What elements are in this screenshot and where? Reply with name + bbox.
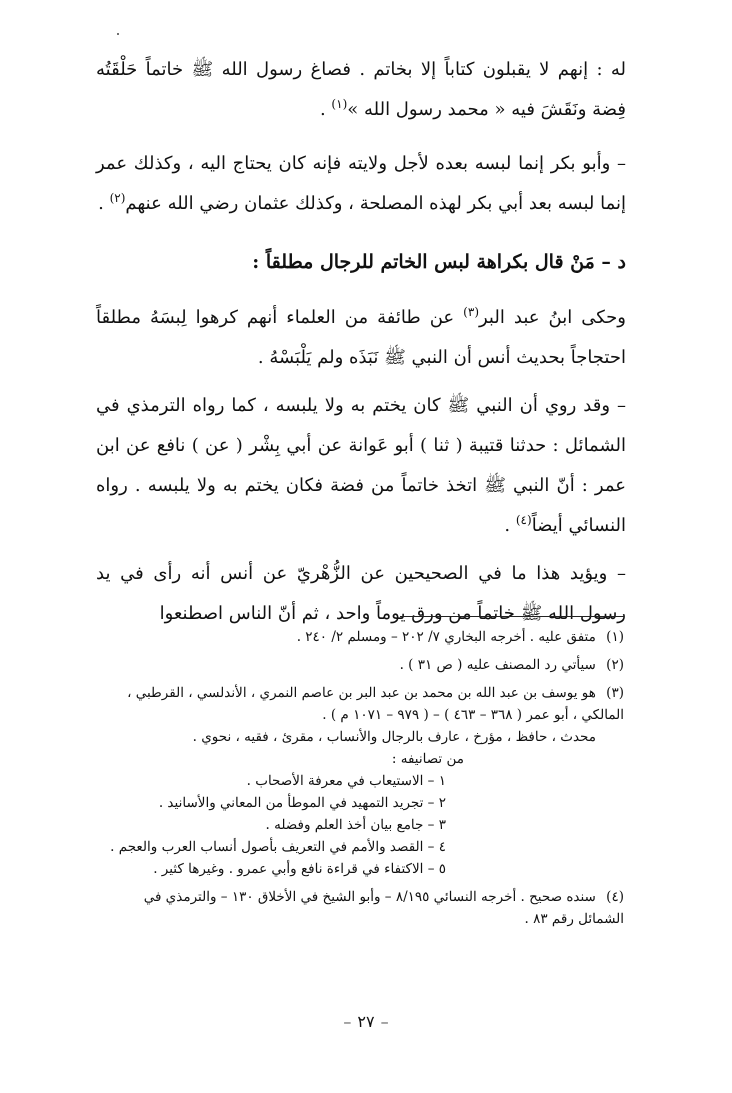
footnote-separator (400, 616, 624, 617)
footnote-number: (٣) (606, 685, 624, 701)
paragraph-text-cont: عن طائفة من العلماء أنهم كرهوا لِبسَهُ مطلقاً احتجاجاً بحديث أنس أن النبي ﷺ نَبَذَه ولم يَلْبَسْهُ . (96, 307, 626, 368)
list-item: ٣ – جامع بيان أخذ العلم وفضله . (265, 817, 446, 833)
dash-decoration: – (380, 1012, 389, 1031)
dash-decoration: – (343, 1012, 352, 1031)
footnote-1 (100, 626, 624, 648)
works-list (100, 770, 624, 880)
footnotes (100, 626, 624, 936)
paragraph-tirmidhi (96, 386, 626, 546)
footnote-4 (100, 886, 624, 930)
paragraph-zuhri (96, 554, 626, 634)
paragraph-text: وحكى ابنُ عبد البر (479, 307, 627, 328)
footnote-2 (100, 654, 624, 676)
footnote-ref-3: (٣) (463, 305, 479, 319)
works-title: من تصانيفه : (391, 751, 464, 767)
page-number (0, 1012, 732, 1031)
paragraph-ring-inscription (96, 50, 626, 130)
footnote-ref-1: (١) (331, 97, 348, 111)
paragraph-text: – ويؤيد هذا ما في الصحيحين عن الزُّهْريّ عن أنس أنه رأى في يد رسول الله ﷺ خاتماً من ورق يوماً واحد ، ثم أنّ الناس اصطنعوا (96, 563, 626, 624)
list-item: ٤ – القصد والأمم في التعريف بأصول أنساب العرب والعجم . (110, 839, 446, 855)
footnote-text: هو يوسف بن عبد الله بن محمد بن عبد البر بن عاصم النمري ، الأندلسي ، القرطبي ، المالكي ، أبو عمر ( ٣٦٨ – ٤٦٣ ) – ( ٩٧٩ – ١٠٧١ م ) . (127, 685, 624, 723)
footnote-number: (١) (606, 629, 624, 645)
paragraph-text: له : إنهم لا يقبلون كتاباً إلا بخاتم . فصاغ رسول الله ﷺ خاتماً حَلْقَتُه فِضة ونَقَشَ فيه « محمد رسول الله » (96, 59, 626, 120)
section-heading: د – مَنْ قال بكراهة لبس الخاتم للرجال مطلقاً : (252, 251, 626, 273)
footnote-ref-4: (٤) (515, 513, 532, 527)
main-text (96, 50, 626, 642)
paragraph-ibn-abd-al-barr (96, 298, 626, 378)
list-item: ١ – الاستيعاب في معرفة الأصحاب . (246, 773, 446, 789)
paragraph-text: – وأبو بكر إنما لبسه بعده لأجل ولايته فإنه كان يحتاج اليه ، وكذلك عمر إنما لبسه بعد أبي بكر لهذه المصلحة ، وكذلك عثمان رضي الله عنهم (96, 153, 626, 214)
footnote-3 (100, 682, 624, 880)
footnote-text: متفق عليه . أخرجه البخاري ٧/ ٢٠٢ – ومسلم ٢/ ٢٤٠ . (296, 629, 596, 645)
list-item: ٥ – الاكتفاء في قراءة نافع وأبي عمرو . وغيرها كثير . (153, 861, 446, 877)
list-item: ٢ – تجريد التمهيد في الموطأ من المعاني والأسانيد . (158, 795, 446, 811)
paragraph-end: . (98, 193, 110, 214)
paragraph-abu-bakr (96, 144, 626, 224)
footnote-number: (٤) (606, 889, 624, 905)
footnote-text: سيأتي رد المصنف عليه ( ص ٣١ ) . (399, 657, 596, 673)
paragraph-text: – وقد روي أن النبي ﷺ كان يختم به ولا يلبسه ، كما رواه الترمذي في الشمائل : حدثنا قتيبة ( ثنا ) أبو عَوانة عن أبي بِشْر ( عن ) نافع عن ابن عمر : أنّ النبي ﷺ اتخذ خاتماً من فضة فكان يختم به ولا يلبسه . رواه النسائي أيضاً (96, 395, 626, 536)
footnote-number: (٢) (606, 657, 624, 673)
footnote-bio: محدث ، حافظ ، مؤرخ ، عارف بالرجال والأنساب ، مقرئ ، فقيه ، نحوي . (192, 729, 596, 745)
paragraph-end: . (504, 515, 516, 536)
footnote-text: سنده صحيح . أخرجه النسائي ٨/١٩٥ – وأبو الشيخ في الأخلاق ١٣٠ – والترمذي في الشمائل رقم ٨٣ . (143, 889, 624, 927)
scan-speck (117, 33, 119, 35)
footnote-ref-2: (٢) (109, 191, 126, 205)
paragraph-end: . (319, 99, 332, 120)
page-number-value: ٢٧ (357, 1012, 375, 1031)
